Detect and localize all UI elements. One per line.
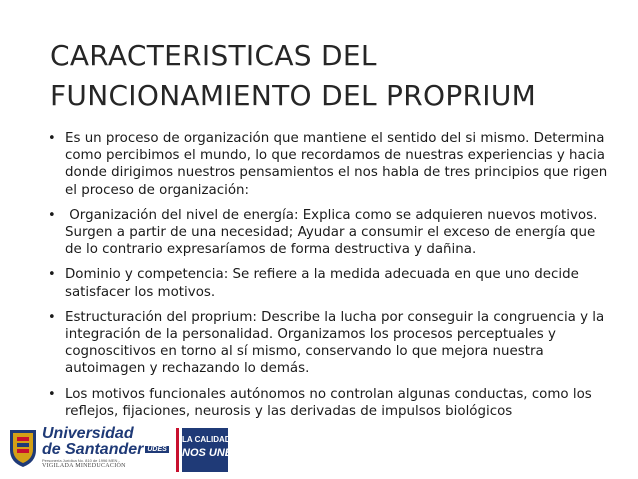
logo-text [42, 426, 174, 470]
bullet-item [48, 207, 608, 259]
title-line-2: FUNCIONAMIENTO DEL PROPRIUM [50, 79, 537, 112]
slogan-box [182, 428, 233, 472]
footer [0, 418, 638, 479]
bullet-text: Dominio y competencia: Se refiere a la medida adecuada en que uno decide satisfacer los motivos. [65, 267, 579, 300]
university-shield-icon [8, 428, 38, 468]
slogan-line-1: LA CALIDAD [182, 435, 231, 444]
bullet-dot: • [48, 267, 56, 283]
logo-udes-badge: UDES [147, 446, 167, 453]
logo-vigilada: VIGILADA MINEDUCACIÓN [42, 463, 126, 469]
bullet-text: Estructuración del proprium: Describe la lucha por conseguir la congruencia y la integración de la personalidad. Organizamos los procesos perceptuales y cognoscitivos en torno al sí mismo, conservando lo que mejora nuestra autoimagen y rechazando lo demás. [65, 309, 605, 377]
university-logo [6, 424, 233, 478]
bullet-item [48, 309, 608, 378]
bullet-dot: • [48, 131, 56, 146]
bullet-item [48, 130, 608, 199]
title-line-1: CARACTERISTICAS DEL [50, 39, 377, 72]
bullet-text: Los motivos funcionales autónomos no controlan algunas conductas, como los reflejos, fijaciones, neurosis y las derivadas de impulsos biológicos [65, 386, 592, 419]
slogan-line-2: NOS UNE [182, 447, 233, 459]
bullet-dot: • [48, 207, 56, 223]
logo-line-2-text: de Santander [42, 441, 144, 458]
logo-line-2 [42, 442, 174, 458]
logo-divider [176, 428, 179, 472]
slide-title [50, 36, 610, 116]
logo-line-1: Universidad [42, 425, 134, 442]
bullet-dot: • [48, 309, 56, 325]
logo-small-print: Personería Jurídica No. 810 de 1996 MEN [42, 458, 118, 463]
bullet-item [48, 266, 608, 300]
bullet-list [48, 130, 608, 428]
bullet-text: Es un proceso de organización que mantiene el sentido del si mismo. Determina como percibimos el mundo, lo que recordamos de nuestras experiencias y hacia donde dirigimos nuestros pensamientos el nos habla de tres principios que rigen el proceso de organización: [65, 131, 608, 198]
bullet-item [48, 386, 608, 420]
bullet-dot: • [48, 386, 56, 402]
bullet-text: Organización del nivel de energía: Explica como se adquieren nuevos motivos. Surgen a partir de una necesidad; Ayudar a consumir el exceso de energía que de lo contrario expresaríamos de forma destructiva y dañina. [65, 207, 602, 258]
